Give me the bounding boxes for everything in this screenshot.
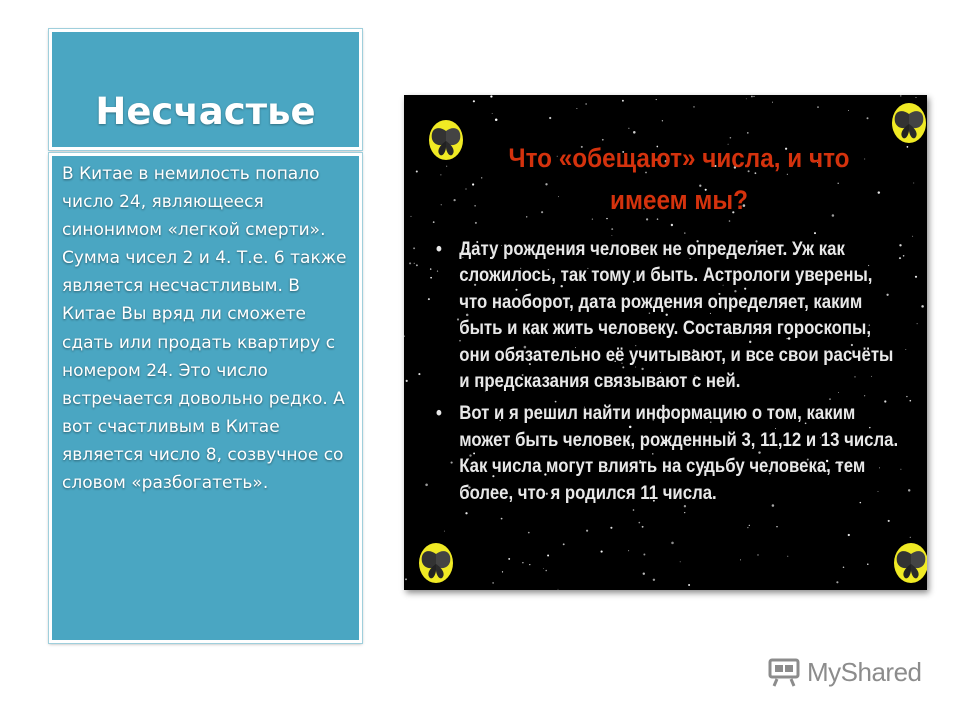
star bbox=[545, 570, 547, 572]
star bbox=[917, 323, 918, 324]
star bbox=[585, 103, 586, 104]
star bbox=[772, 102, 773, 103]
star bbox=[633, 131, 636, 134]
star bbox=[529, 564, 530, 565]
star bbox=[740, 559, 741, 560]
bullet-text: Вот и я решил найти информацию о том, каким может быть человек, рожденный 3, 11,12 и 13 числа. Как числа могут влиять на судьбу человека, тем более, что я родился 11 числа. bbox=[459, 402, 899, 504]
star bbox=[611, 228, 613, 230]
star bbox=[747, 527, 748, 528]
moth-icon bbox=[426, 117, 466, 163]
star bbox=[441, 204, 442, 205]
star bbox=[836, 581, 838, 583]
star bbox=[639, 522, 641, 524]
star bbox=[653, 579, 655, 581]
star bbox=[912, 236, 913, 237]
star bbox=[906, 396, 907, 397]
star bbox=[406, 380, 408, 382]
star bbox=[643, 554, 645, 556]
star bbox=[586, 530, 588, 532]
star bbox=[867, 117, 869, 119]
embedded-slide-bullets bbox=[436, 236, 899, 512]
star bbox=[409, 262, 411, 264]
star bbox=[642, 526, 644, 528]
star bbox=[684, 512, 685, 513]
bullet-item bbox=[436, 400, 902, 506]
star bbox=[576, 108, 577, 109]
star bbox=[747, 132, 749, 134]
star bbox=[749, 525, 750, 526]
star bbox=[787, 556, 788, 557]
star bbox=[446, 166, 447, 167]
star bbox=[418, 373, 420, 375]
star bbox=[492, 582, 494, 584]
star bbox=[622, 100, 624, 102]
star bbox=[508, 558, 510, 560]
star bbox=[430, 277, 432, 279]
star bbox=[693, 106, 694, 107]
star bbox=[662, 120, 663, 121]
bullet-text: Дату рождения человек не определяет. Уж как сложилось, так тому и быть. Астрологи уверены, что наоборот, дата рождения определяет, каким быть и как жить человеку. Составляя гороскопы, они обязательно её учитывают, и все свои расчёты и предсказания связывают с ней. bbox=[459, 238, 894, 393]
star bbox=[913, 182, 914, 183]
projector-icon bbox=[767, 657, 801, 687]
watermark bbox=[767, 657, 937, 689]
star bbox=[888, 520, 890, 522]
star bbox=[746, 98, 747, 99]
star bbox=[776, 526, 777, 527]
star bbox=[502, 571, 503, 572]
star bbox=[413, 247, 415, 249]
moth-icon bbox=[891, 540, 927, 586]
star bbox=[528, 532, 530, 534]
watermark-text: MyShared bbox=[807, 657, 922, 687]
star bbox=[751, 96, 753, 98]
star bbox=[684, 232, 685, 233]
embedded-slide-title: Что «обещают» числа, и что имеем мы? bbox=[508, 143, 850, 215]
body-text: В Китае в немилость попало число 24, являющееся синонимом «легкой смерти». Сумма чисел 2 и 4. Т.е. 6 также является несчастливым. В Китае Вы вряд ли сможете сдать или продать квартиру с номером 24. Это число встречается довольно редко. А вот счастливым в Китае является число 8, созвучное со словом «разбогатеть». bbox=[62, 164, 347, 494]
star bbox=[425, 484, 428, 487]
body-text-box bbox=[49, 153, 362, 643]
star bbox=[453, 199, 455, 201]
star bbox=[910, 537, 911, 538]
star bbox=[814, 232, 816, 234]
star bbox=[680, 561, 681, 562]
bullet-item bbox=[436, 236, 902, 394]
star bbox=[543, 568, 544, 569]
star bbox=[430, 268, 431, 269]
star bbox=[501, 518, 503, 520]
star bbox=[903, 255, 905, 257]
star bbox=[416, 170, 418, 172]
star bbox=[908, 489, 910, 491]
star bbox=[610, 527, 612, 529]
star bbox=[405, 578, 407, 580]
star bbox=[490, 95, 492, 97]
star bbox=[549, 117, 551, 119]
star bbox=[867, 564, 868, 565]
star bbox=[563, 543, 565, 545]
star bbox=[753, 96, 754, 97]
star bbox=[848, 110, 849, 111]
star bbox=[414, 263, 415, 264]
star bbox=[522, 562, 523, 563]
star bbox=[916, 97, 917, 98]
star bbox=[404, 335, 405, 337]
star bbox=[495, 119, 498, 122]
star bbox=[643, 573, 645, 575]
star bbox=[843, 566, 845, 568]
embedded-slide-image bbox=[404, 95, 927, 590]
star bbox=[473, 100, 475, 102]
slide-heading: Несчастье bbox=[95, 90, 316, 133]
star bbox=[416, 264, 418, 266]
star bbox=[558, 589, 559, 590]
star bbox=[444, 531, 445, 532]
star bbox=[547, 555, 549, 557]
star bbox=[688, 584, 690, 586]
star bbox=[433, 221, 435, 223]
star bbox=[601, 551, 603, 553]
star bbox=[848, 534, 850, 536]
star bbox=[440, 174, 441, 175]
moth-icon bbox=[416, 540, 456, 586]
star bbox=[475, 222, 477, 224]
star bbox=[628, 128, 629, 129]
star bbox=[905, 349, 906, 350]
star bbox=[757, 554, 758, 555]
bullet-dot: • bbox=[436, 238, 442, 260]
star bbox=[465, 188, 466, 189]
star bbox=[465, 512, 467, 514]
star bbox=[907, 146, 909, 148]
star bbox=[900, 95, 901, 96]
moth-icon bbox=[889, 100, 927, 146]
star bbox=[428, 298, 430, 300]
star bbox=[817, 106, 819, 108]
star bbox=[492, 113, 493, 114]
star bbox=[410, 216, 411, 217]
star bbox=[921, 305, 924, 308]
star bbox=[628, 550, 629, 551]
star bbox=[909, 400, 911, 402]
star bbox=[656, 99, 657, 100]
bullet-dot: • bbox=[436, 402, 442, 425]
title-box bbox=[49, 29, 362, 150]
star bbox=[915, 276, 917, 278]
star bbox=[671, 542, 674, 545]
star bbox=[671, 224, 673, 226]
